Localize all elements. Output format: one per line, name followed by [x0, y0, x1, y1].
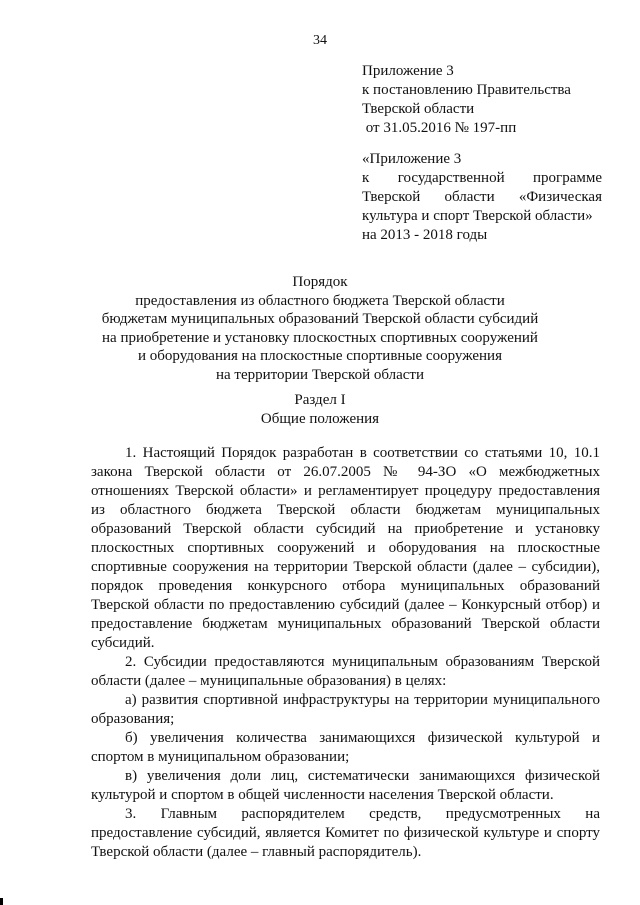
appendix-header-line: от 31.05.2016 № 197-пп [362, 120, 517, 136]
title-line: Порядок [292, 274, 348, 290]
appendix-program [362, 150, 602, 245]
section-heading [0, 391, 640, 429]
paragraph: а) развития спортивной инфраструктуры на территории муниципального образования; [91, 692, 600, 727]
title-line: на приобретение и установку плоскостных спортивных сооружений [102, 329, 538, 346]
document-body [91, 444, 600, 862]
appendix-header [362, 62, 602, 138]
appendix-header-line: Тверской области [362, 101, 475, 117]
paragraph: в) увеличения доли лиц, систематически занимающихся физической культурой и спортом в общей численности населения Тверской области. [91, 768, 600, 803]
appendix-header-line: к постановлению Правительства [362, 82, 571, 98]
appendix-header-line: Приложение 3 [362, 63, 454, 79]
word: области [444, 189, 495, 205]
appendix-program-line [362, 188, 602, 207]
paragraph: 3. Главным распорядителем средств, предусмотренных на предоставление субсидий, является Комитет по физической культуре и спорту Тверской области (далее – главный распорядитель). [91, 806, 600, 860]
page-number: 34 [313, 33, 327, 48]
section-name: Общие положения [260, 411, 380, 427]
document-title [80, 273, 560, 385]
section-number: Раздел I [294, 392, 346, 408]
scan-edge-mark [0, 898, 3, 905]
word: государственной [397, 170, 505, 186]
appendix-program-line [362, 169, 602, 188]
title-line: предоставления из областного бюджета Тверской области [135, 292, 505, 309]
paragraph: 2. Субсидии предоставляются муниципальным образованиям Тверской области (далее – муниципальные образования) в целях: [91, 654, 600, 689]
title-line: бюджетам муниципальных образований Тверской области субсидий [101, 311, 539, 328]
title-line: и оборудования на плоскостные спортивные сооружения [138, 348, 502, 365]
word: программе [533, 170, 602, 186]
appendix-program-line: на 2013 - 2018 годы [362, 227, 488, 243]
appendix-program-line: «Приложение 3 [362, 151, 462, 167]
title-line: на территории Тверской области [215, 366, 424, 383]
paragraph: б) увеличения количества занимающихся физической культурой и спортом в муниципальном образовании; [91, 730, 600, 765]
word: Тверской [362, 189, 421, 205]
word: «Физическая [518, 189, 602, 205]
appendix-program-line: культура и спорт Тверской области» [362, 208, 593, 224]
paragraph: 1. Настоящий Порядок разработан в соответствии со статьями 10, 10.1 закона Тверской области от 26.07.2005 № 94-ЗО «О межбюджетных отношениях Тверской области» и регламентирует процедуру предоставления из областного бюджета Тверской области бюджетам муниципальных образований Тверской области субсидий на приобретение и установку плоскостных спортивных сооружений и оборудования на плоскостные спортивные сооружения на территории Тверской области (далее – субсидии), порядок проведения конкурсного отбора муниципальных образований Тверской области по предоставлению субсидий (далее – Конкурсный отбор) и предоставление бюджетам муниципальных образований Тверской области субсидий. [91, 445, 600, 651]
word: к [362, 170, 370, 186]
